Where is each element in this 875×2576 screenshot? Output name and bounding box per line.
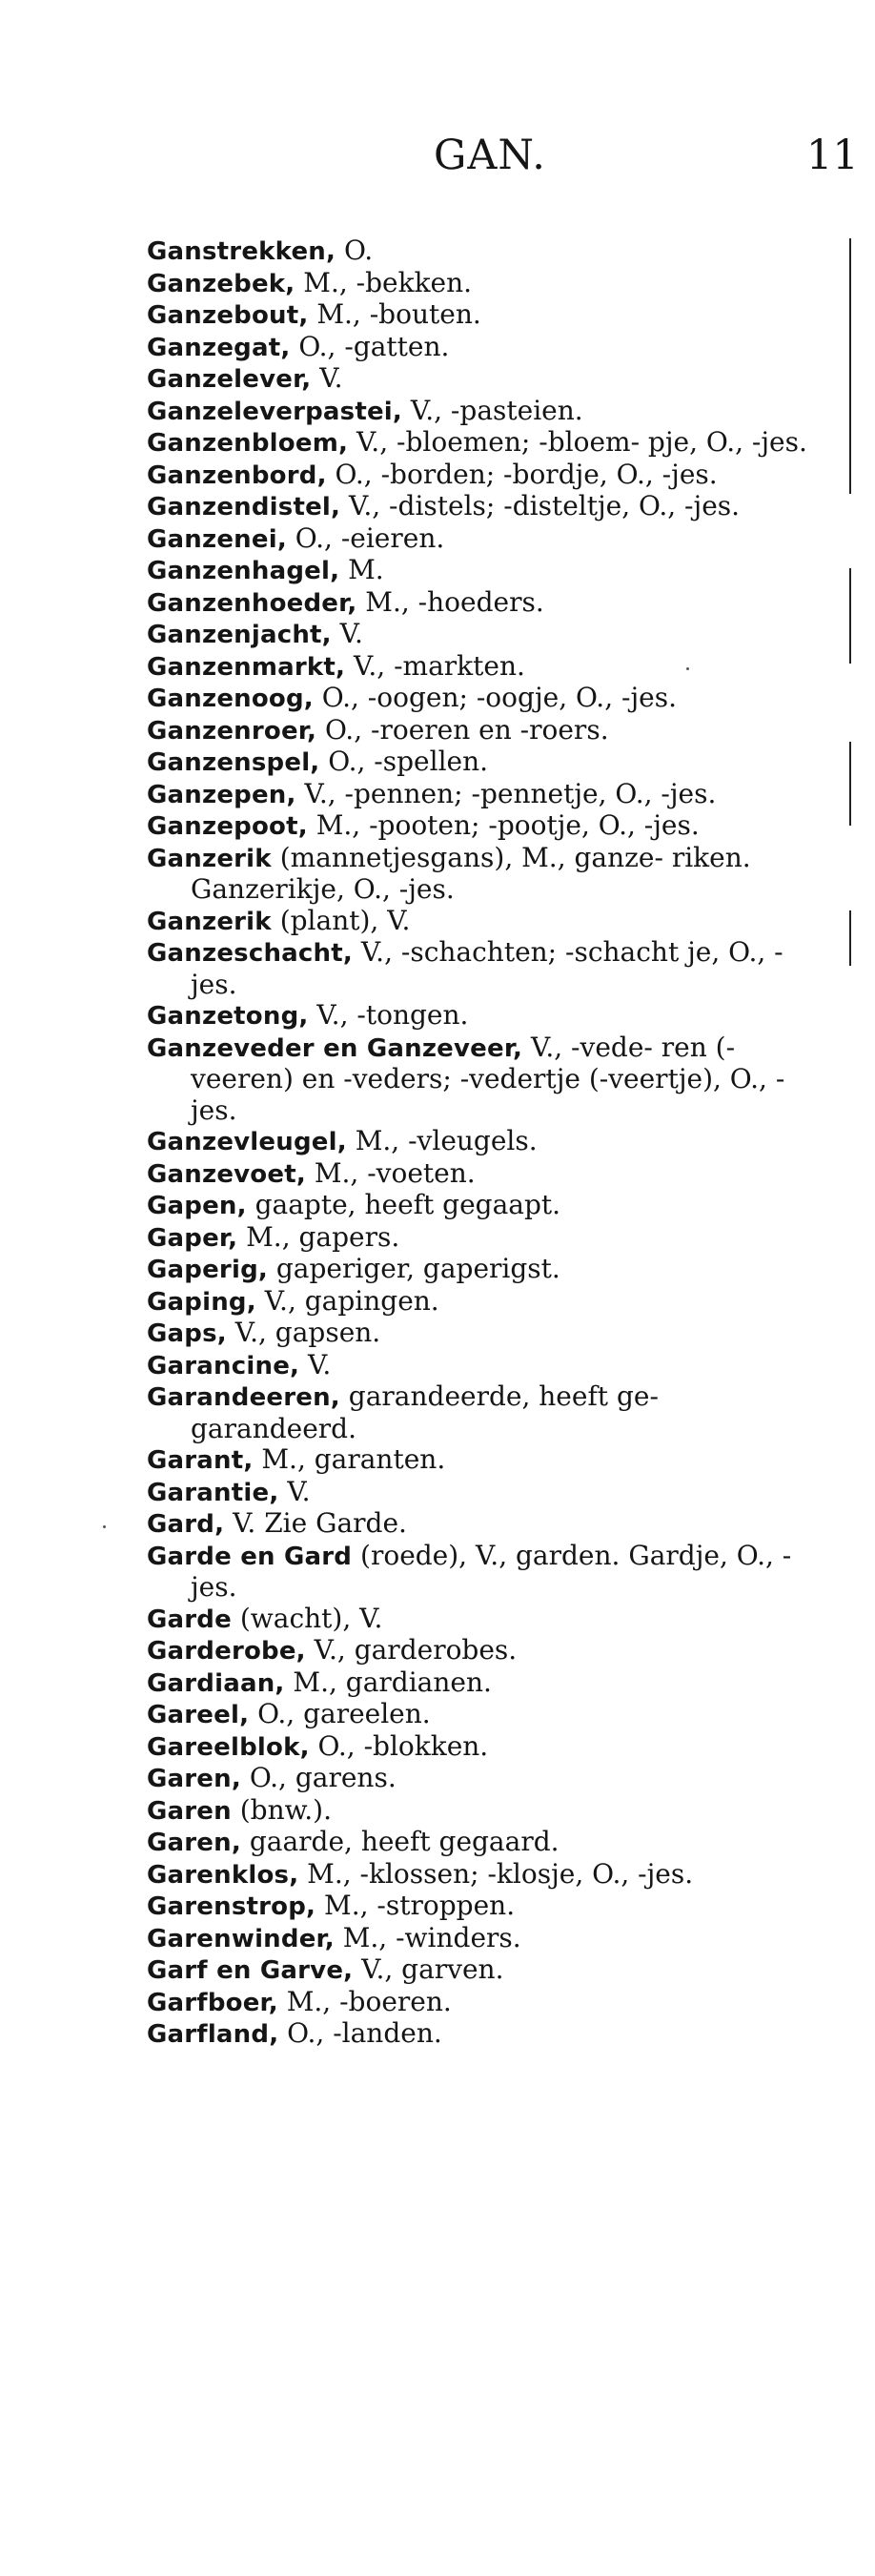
- dictionary-entry: [147, 1032, 814, 1127]
- dictionary-entry: [147, 1350, 814, 1382]
- dictionary-entry: [147, 715, 814, 747]
- dictionary-entry: [147, 1541, 814, 1604]
- dictionary-entry: [147, 1286, 814, 1319]
- entry-text: M., gardianen.: [284, 1666, 492, 1698]
- dictionary-entry: [147, 683, 814, 715]
- entry-headword: Ganzenmarkt,: [147, 652, 346, 682]
- dictionary-entry: [147, 1731, 814, 1764]
- dictionary-entry: [147, 523, 814, 556]
- dictionary-entry: [147, 1795, 814, 1828]
- entry-headword: Garenklos,: [147, 1860, 299, 1890]
- entry-headword: Ganzenjacht,: [147, 621, 332, 649]
- entry-text: V., -tongen.: [308, 999, 469, 1031]
- entry-headword: Garde: [147, 1605, 232, 1634]
- dictionary-entry: [147, 1381, 814, 1444]
- dictionary-entry: [147, 810, 814, 843]
- entry-text: O.: [336, 235, 374, 266]
- entry-headword: Ganzenhoeder,: [147, 588, 357, 618]
- entry-headword: Garen: [147, 1796, 232, 1826]
- entry-text: V., -bloemen; -bloem- pje, O., -jes.: [348, 426, 807, 458]
- entry-headword: Ganzepen,: [147, 780, 296, 809]
- dictionary-entry: [147, 1923, 814, 1955]
- entry-text: O., -landen.: [278, 2017, 442, 2049]
- entry-headword: Gapen,: [147, 1192, 247, 1220]
- entry-text: O., -eieren.: [286, 521, 445, 554]
- dictionary-entry: [147, 460, 814, 492]
- entry-text: M., -boeren.: [277, 1985, 452, 2017]
- entry-text: (plant), V.: [271, 904, 411, 936]
- entry-headword: Garancine,: [147, 1351, 300, 1380]
- entry-headword: Garandeeren,: [147, 1383, 340, 1412]
- dictionary-entry: [147, 299, 814, 332]
- dictionary-entry: [147, 1126, 814, 1158]
- dictionary-entry: [147, 746, 814, 779]
- entry-text: V., gapingen.: [255, 1284, 439, 1317]
- entry-text: O., -oogen; -oogje, O., -jes.: [313, 682, 677, 713]
- dictionary-entry: [147, 1859, 814, 1891]
- entry-text: gaapte, heeft gegaapt.: [246, 1189, 561, 1220]
- entry-text: M., -bekken.: [295, 266, 473, 298]
- dictionary-entry: [147, 1954, 814, 1987]
- dictionary-entry: [147, 1699, 814, 1731]
- entry-headword: Ganzenroer,: [147, 716, 317, 746]
- dictionary-entry: [147, 427, 814, 460]
- page-number: 11: [806, 132, 859, 179]
- entry-headword: Ganzeleverpastei,: [147, 397, 402, 426]
- entry-text: O., -spellen.: [319, 746, 489, 777]
- margin-rule: [849, 568, 851, 664]
- entry-text: M., garanten.: [253, 1443, 446, 1475]
- entry-text: (bnw.).: [231, 1793, 333, 1826]
- entry-text: (mannetjesgans), M., ganze- riken. Ganzerikje, O., -jes.: [191, 841, 751, 905]
- dictionary-entry: [147, 1763, 814, 1795]
- scan-speck: [103, 1525, 106, 1528]
- entry-text: gaarde, heeft gegaard.: [240, 1826, 560, 1857]
- dictionary-entry: [147, 491, 814, 523]
- entry-headword: Garderobe,: [147, 1637, 306, 1666]
- entry-text: V. Zie Garde.: [224, 1507, 407, 1539]
- entry-text: V., gapsen.: [226, 1317, 381, 1348]
- entry-text: V., -distels; -disteltje, O., -jes.: [340, 490, 741, 521]
- dictionary-entry: [147, 1891, 814, 1923]
- entry-headword: Ganzepoot,: [147, 812, 308, 841]
- entry-headword: Gareelblok,: [147, 1732, 310, 1762]
- entry-text: M., -klossen; -klosje, O., -jes.: [298, 1857, 694, 1890]
- dictionary-entry: [147, 587, 814, 620]
- entry-headword: Ganzevoet,: [147, 1159, 306, 1189]
- entry-text: O., gareelen.: [249, 1698, 431, 1729]
- entry-headword: Ganzenoog,: [147, 685, 314, 713]
- entry-text: (wacht), V.: [231, 1602, 383, 1634]
- dictionary-entry: [147, 1987, 814, 2019]
- entry-text: V., -pasteien.: [402, 394, 583, 426]
- entry-headword: Garen,: [147, 1829, 241, 1857]
- entry-headword: Ganzebout,: [147, 301, 309, 330]
- dictionary-entry: [147, 1444, 814, 1477]
- entry-headword: Ganzetong,: [147, 1002, 309, 1031]
- dictionary-entry: [147, 235, 814, 268]
- dictionary-entry: [147, 1667, 814, 1700]
- dictionary-entry: [147, 1318, 814, 1350]
- entry-headword: Garenwinder,: [147, 1924, 335, 1953]
- dictionary-entry: [147, 651, 814, 684]
- entry-text: V.: [311, 362, 343, 394]
- entry-headword: Ganzeschacht,: [147, 939, 353, 968]
- entry-text: O., garens.: [240, 1762, 397, 1793]
- entry-text: V., -schachten; -schacht je, O., -jes.: [191, 936, 783, 1000]
- dictionary-entry: [147, 1604, 814, 1636]
- entry-headword: Gaperig,: [147, 1256, 268, 1284]
- margin-rule: [849, 742, 851, 826]
- dictionary-entry: [147, 1190, 814, 1222]
- dictionary-entry: [147, 1477, 814, 1509]
- dictionary-entry: [147, 937, 814, 1000]
- entry-headword: Garf en Garve,: [147, 1956, 354, 1985]
- running-head-word: GAN.: [434, 132, 546, 179]
- entry-text: M., -vleugels.: [346, 1125, 538, 1156]
- entry-text: O., -gatten.: [290, 330, 450, 362]
- entry-headword: Ganzegat,: [147, 333, 291, 362]
- entry-headword: Ganzerik: [147, 907, 272, 936]
- entry-headword: Ganzeveder en Ganzeveer,: [147, 1033, 523, 1063]
- dictionary-entry: [147, 1254, 814, 1286]
- running-head: [0, 132, 875, 179]
- entry-text: O., -borden; -bordje, O., -jes.: [326, 458, 718, 490]
- dictionary-entry: [147, 363, 814, 396]
- entry-headword: Gaps,: [147, 1319, 227, 1348]
- entry-headword: Ganzenspel,: [147, 748, 320, 777]
- entry-headword: Ganzenbloem,: [147, 429, 349, 458]
- entry-headword: Ganzevleugel,: [147, 1128, 347, 1156]
- entry-text: (roede), V., garden. Gardje, O., -jes.: [191, 1539, 792, 1603]
- entry-text: M., -voeten.: [305, 1156, 476, 1189]
- dictionary-entry: [147, 779, 814, 811]
- dictionary-entry: [147, 906, 814, 938]
- entry-text: O., -blokken.: [309, 1729, 489, 1762]
- entry-text: M., -winders.: [334, 1921, 521, 1953]
- entry-headword: Garenstrop,: [147, 1892, 316, 1921]
- entry-headword: Gaper,: [147, 1223, 238, 1253]
- entry-headword: Garant,: [147, 1446, 254, 1475]
- dictionary-entry: [147, 1508, 814, 1541]
- dictionary-entry: [147, 332, 814, 364]
- entry-text: V., garven.: [353, 1953, 504, 1985]
- entry-text: M., -bouten.: [308, 298, 481, 330]
- entry-headword: Ganzerik: [147, 844, 272, 873]
- entry-text: garandeerde, heeft ge- garandeerd.: [191, 1380, 659, 1444]
- entry-headword: Ganzenei,: [147, 524, 287, 554]
- dictionary-entry: [147, 1635, 814, 1667]
- dictionary-entry: [147, 1158, 814, 1191]
- dictionary-entry: [147, 619, 814, 651]
- dictionary-entry: [147, 1000, 814, 1032]
- dictionary-entry: [147, 1827, 814, 1859]
- entry-headword: Garantie,: [147, 1478, 279, 1507]
- entry-text: V.: [278, 1475, 311, 1507]
- entry-headword: Ganzenbord,: [147, 460, 327, 490]
- dictionary-entry: [147, 268, 814, 300]
- entry-headword: Ganzendistel,: [147, 493, 341, 521]
- entry-headword: Ganzenhagel,: [147, 557, 340, 585]
- dictionary-entry: [147, 555, 814, 587]
- entry-headword: Ganzelever,: [147, 365, 312, 394]
- entry-headword: Garfboer,: [147, 1988, 278, 2017]
- entry-text: V., garderobes.: [305, 1634, 518, 1666]
- entry-text: M., gapers.: [237, 1220, 400, 1253]
- entry-headword: Gardiaan,: [147, 1668, 285, 1698]
- dictionary-entry: [147, 396, 814, 428]
- entry-text: M., -hoeders.: [356, 585, 544, 618]
- entry-headword: Ganzebek,: [147, 269, 295, 298]
- dictionary-entry: [147, 2018, 814, 2051]
- dictionary-entry: [147, 843, 814, 906]
- entry-text: gaperiger, gaperigst.: [267, 1253, 560, 1284]
- scan-speck: [686, 667, 689, 670]
- entry-headword: Garen,: [147, 1765, 241, 1793]
- entry-text: V.: [299, 1348, 332, 1380]
- entry-headword: Gaping,: [147, 1287, 256, 1317]
- margin-rule: [849, 910, 851, 966]
- entry-column: [147, 235, 814, 2051]
- entry-headword: Ganstrekken,: [147, 237, 336, 266]
- entry-headword: Gard,: [147, 1510, 225, 1539]
- entry-text: M., -stroppen.: [315, 1890, 516, 1921]
- entry-headword: Gareel,: [147, 1701, 250, 1729]
- entry-headword: Garde en Gard: [147, 1542, 353, 1571]
- margin-rule: [849, 238, 851, 494]
- entry-text: M., -pooten; -pootje, O., -jes.: [307, 809, 700, 841]
- entry-text: V., -vede- ren (-veeren) en -veders; -vedertje (-veertje), O., -jes.: [191, 1031, 785, 1126]
- entry-headword: Garfland,: [147, 2020, 279, 2049]
- entry-text: M.: [339, 554, 384, 585]
- entry-text: V., -pennen; -pennetje, O., -jes.: [295, 777, 717, 809]
- dictionary-entry: [147, 1222, 814, 1255]
- entry-text: O., -roeren en -roers.: [316, 713, 609, 746]
- entry-text: V., -markten.: [345, 649, 525, 682]
- entry-text: V.: [331, 618, 363, 649]
